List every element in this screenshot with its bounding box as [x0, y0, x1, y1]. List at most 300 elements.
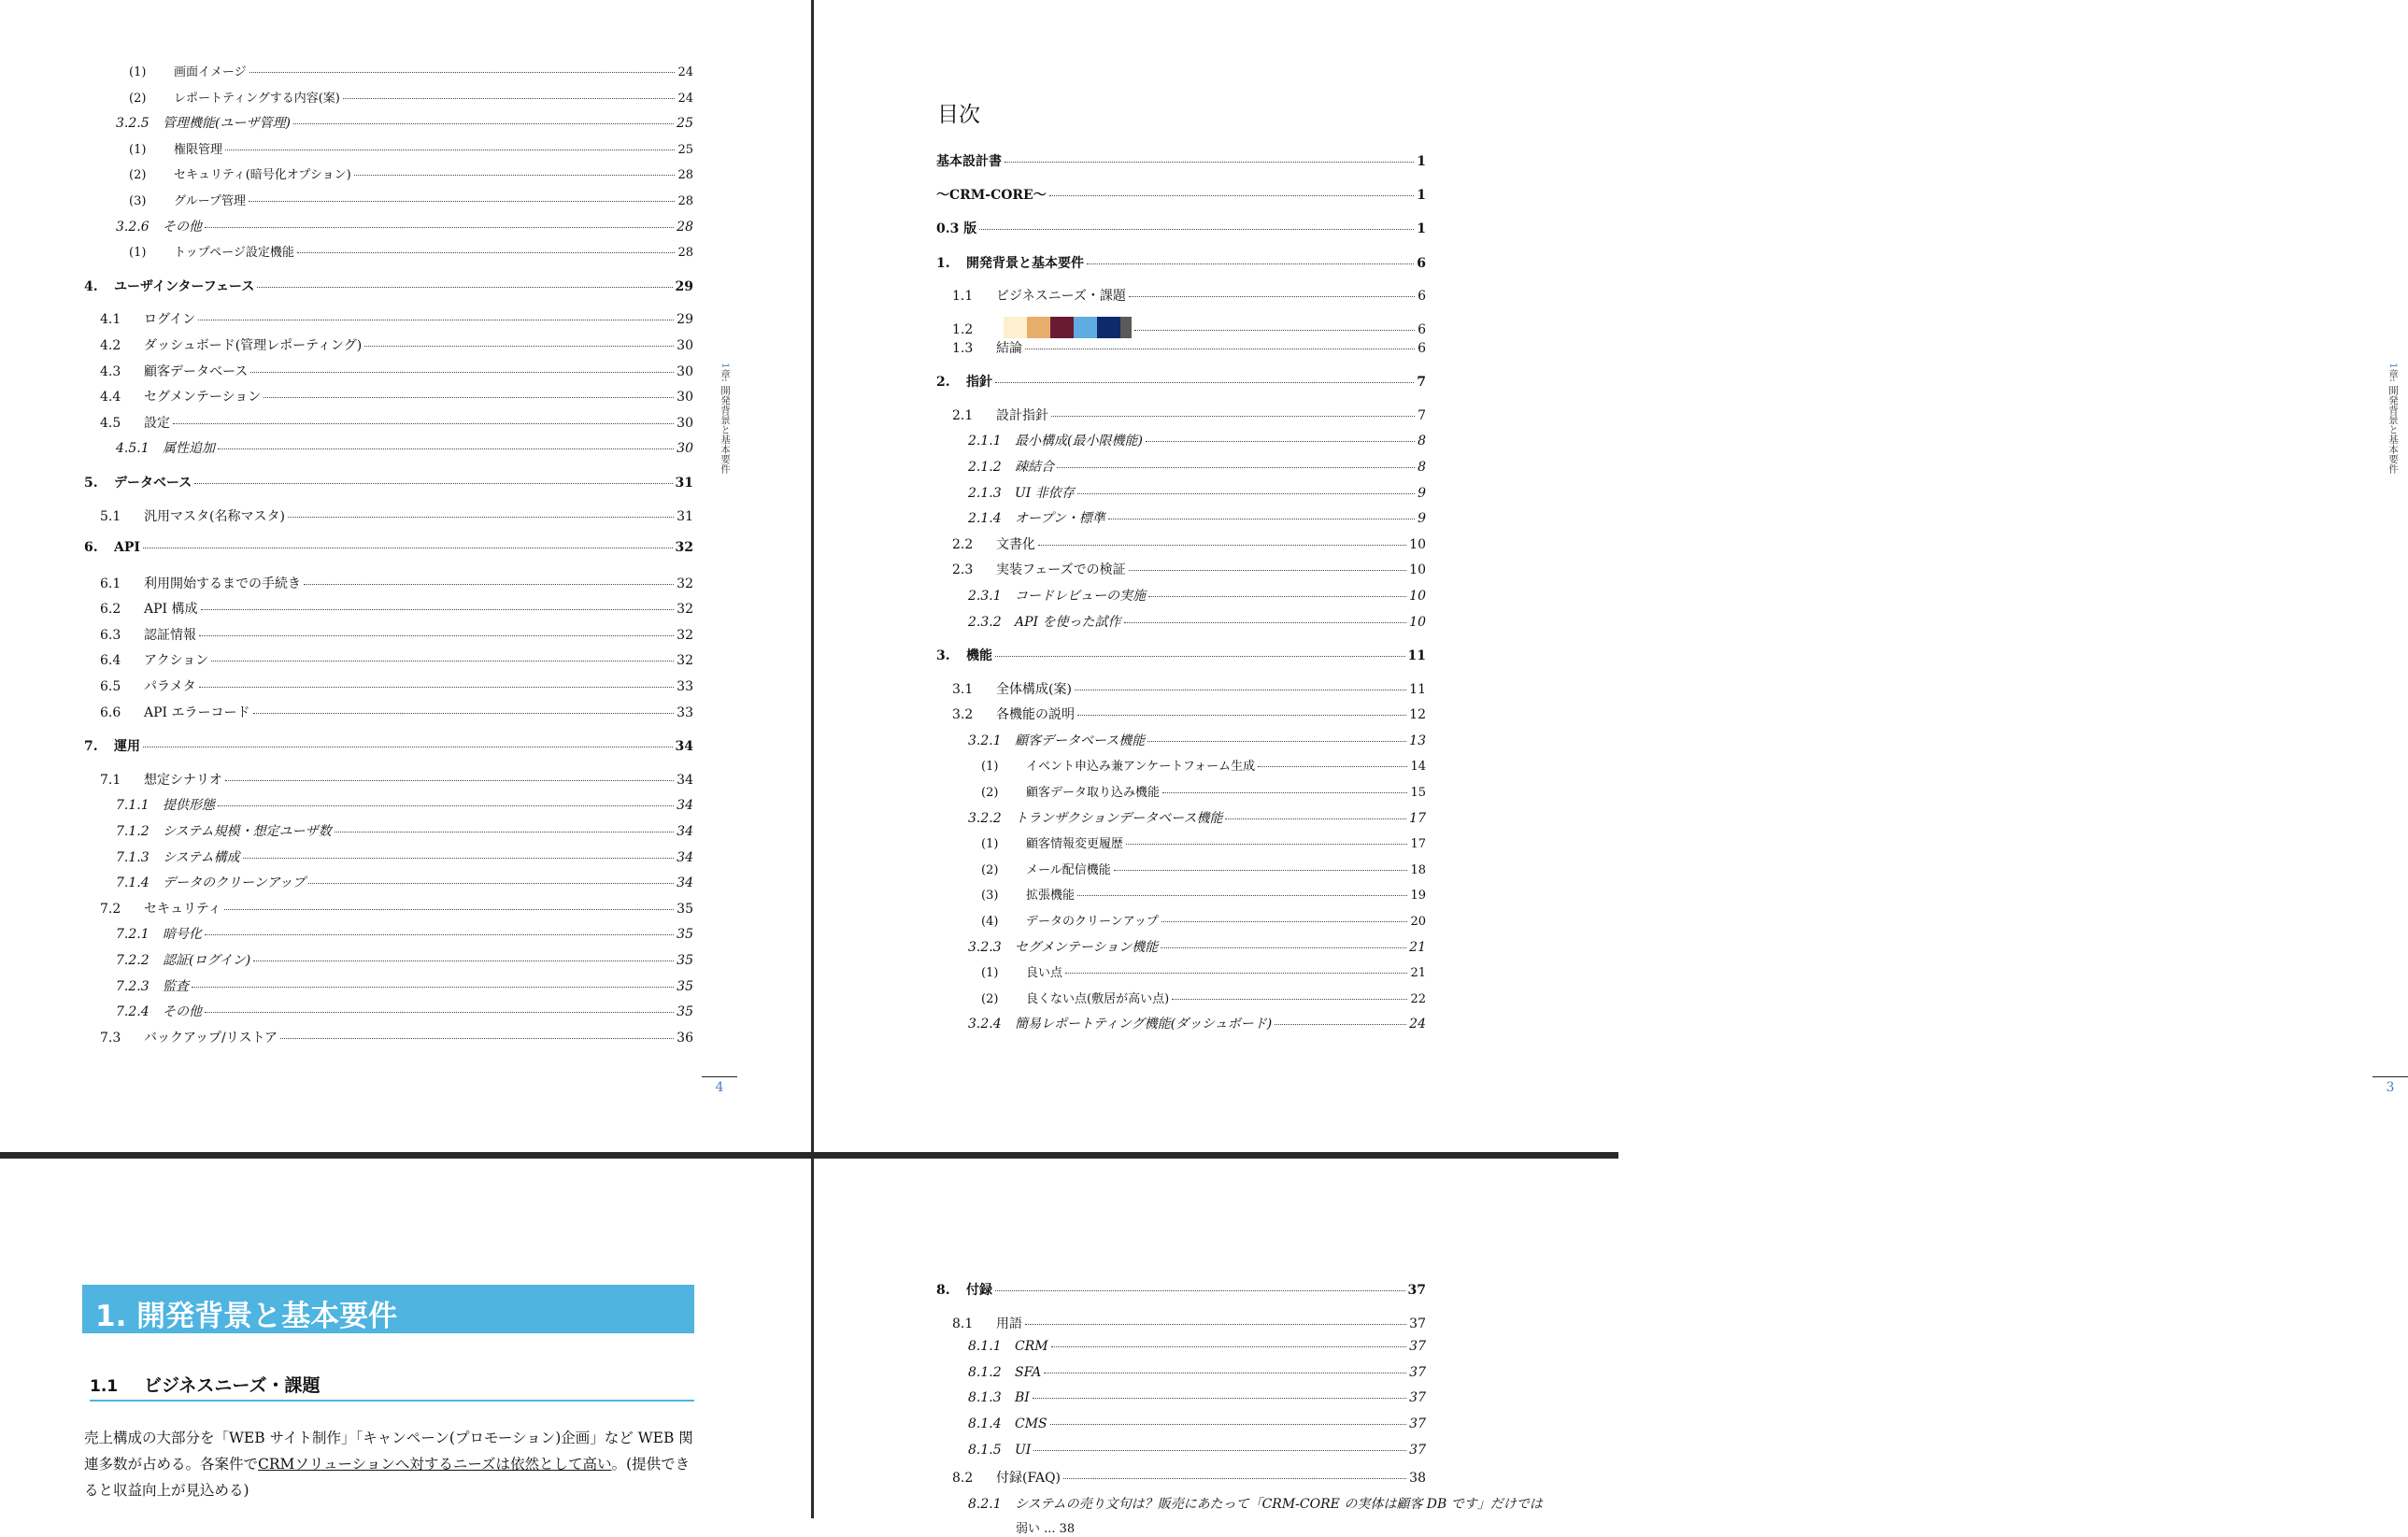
toc-dot-leader	[225, 780, 674, 781]
toc-entry-title: 属性追加	[163, 441, 215, 457]
toc-dot-leader	[243, 858, 675, 859]
toc-entry-page: 38	[1409, 1471, 1426, 1487]
toc-entry-number: 7.	[84, 739, 98, 755]
toc-dot-leader	[201, 609, 675, 610]
toc-entry-title: 機能	[966, 648, 992, 664]
toc-dot-leader	[995, 656, 1405, 657]
toc-entry-number: 8.1.1	[968, 1339, 1002, 1355]
toc-dot-leader	[1038, 545, 1406, 546]
toc-entry-number: (1)	[981, 966, 999, 981]
toc-entry-number: 3.2.4	[968, 1017, 1002, 1032]
toc-entry-page: 37	[1409, 1416, 1426, 1431]
toc-dot-leader	[218, 448, 674, 449]
toc-entry-number: 2.	[936, 375, 950, 391]
toc-entry-number: 7.1.4	[116, 875, 150, 891]
toc-dot-leader	[995, 1290, 1405, 1291]
toc-entry-page: 24	[677, 65, 693, 79]
toc-dot-leader	[293, 123, 674, 124]
toc-entry-number: 3.2.5	[116, 116, 150, 132]
toc-entry-title: ダッシュボード(管理レポーティング)	[144, 337, 363, 353]
toc-entry-page: 33	[677, 679, 693, 695]
toc-entry[interactable]	[84, 625, 693, 651]
toc-entry-page: 37	[1409, 1316, 1426, 1331]
toc-entry[interactable]	[84, 438, 693, 464]
toc-entry[interactable]	[84, 413, 693, 439]
toc-dot-leader	[979, 229, 1414, 230]
toc-entry-number: (2)	[129, 168, 147, 183]
toc-entry-number: 3.1	[952, 681, 974, 697]
toc-entry[interactable]	[936, 1468, 1426, 1494]
toc-entry[interactable]	[84, 1028, 693, 1054]
toc-entry[interactable]	[84, 821, 693, 847]
toc-entry-number: 5.	[84, 475, 98, 491]
toc-dot-leader	[1051, 1346, 1407, 1347]
section-title: ビジネスニーズ・課題	[144, 1375, 321, 1396]
toc-entry[interactable]	[84, 650, 693, 676]
toc-entry[interactable]	[936, 1365, 1426, 1391]
toc-dot-leader	[1161, 921, 1408, 922]
toc-entry-title: 認証(ログイン)	[163, 953, 251, 968]
toc-entry-title: システムの売り文句は？販売にあたって「CRM-CORE の実体は顧客 DB です」だけでは	[1015, 1496, 1543, 1512]
toc-entry-page: 32	[677, 576, 693, 591]
toc-entry-page: 29	[677, 312, 693, 328]
toc-entry-title: SFA	[1015, 1364, 1042, 1380]
toc-entry-number: 8.2.1	[968, 1496, 1002, 1512]
toc-entry-number: 1.2	[952, 321, 974, 337]
toc-entry-title: BI	[1015, 1390, 1030, 1406]
toc-entry-number: 4.	[84, 278, 98, 294]
toc-entry-page: 28	[677, 219, 693, 235]
toc-entry-number: 8.1.5	[968, 1442, 1002, 1458]
toc-entry[interactable]	[84, 574, 693, 600]
toc-entry-number: 2.1.2	[968, 459, 1002, 475]
toc-entry[interactable]	[84, 191, 693, 217]
toc-entry-page: 30	[677, 441, 693, 457]
toc-entry-title: その他	[163, 1004, 202, 1020]
toc-dot-leader	[1087, 263, 1414, 264]
toc-dot-leader	[249, 201, 675, 202]
toc-entry[interactable]	[936, 1416, 1426, 1443]
toc-dot-leader	[1077, 715, 1406, 716]
toc-entry-title: セグメンテーション機能	[1015, 939, 1159, 955]
color-swatch	[1097, 317, 1120, 338]
toc-entry-page: 8	[1418, 434, 1426, 449]
toc-entry-title: 顧客データベース	[144, 363, 249, 379]
toc-dot-leader	[1275, 1024, 1406, 1025]
toc-entry-page: 10	[1409, 562, 1426, 578]
toc-entry-number: 7.1	[100, 772, 121, 788]
toc-entry-page: 10	[1409, 588, 1426, 604]
toc-entry[interactable]	[936, 860, 1426, 886]
toc-entry-page: 6	[1418, 340, 1426, 356]
toc-entry[interactable]	[936, 586, 1426, 612]
toc-dot-leader	[224, 909, 675, 910]
toc-entry-number: 7.1.2	[116, 824, 150, 840]
toc-entry-page: 30	[677, 363, 693, 379]
toc-entry-number: 3.2.2	[968, 810, 1002, 826]
toc-entry-page: 35	[677, 1004, 693, 1020]
toc-dot-leader	[1225, 818, 1406, 819]
toc-entry[interactable]	[936, 483, 1426, 509]
toc-entry[interactable]	[84, 847, 693, 874]
toc-entry-title: 監査	[163, 978, 189, 994]
toc-entry[interactable]	[936, 457, 1426, 483]
toc-entry[interactable]	[936, 679, 1426, 705]
toc-entry-page: 21	[1409, 939, 1426, 955]
toc-entry-number: 7.3	[100, 1030, 121, 1046]
toc-entry[interactable]	[936, 508, 1426, 534]
toc-entry[interactable]	[84, 506, 693, 533]
toc-dot-leader	[257, 287, 672, 288]
toc-dot-leader	[225, 149, 675, 150]
toc-dot-leader	[1033, 1450, 1406, 1451]
toc-entry-number: (3)	[129, 193, 147, 208]
toc-entry-title: 簡易レポートティング機能(ダッシュボード)	[1015, 1017, 1273, 1032]
toc-entry-page: 24	[1409, 1017, 1426, 1032]
toc-entry-page: 6	[1418, 289, 1426, 305]
toc-entry[interactable]	[84, 164, 693, 191]
toc-entry-page: 32	[675, 540, 693, 556]
toc-dot-leader	[205, 934, 674, 935]
toc-entry-page: 20	[1410, 915, 1426, 930]
toc-entry-number: 2.1	[952, 407, 974, 423]
chapter-label: 開発背景と基本要件	[2387, 385, 2399, 474]
toc-list	[84, 62, 693, 1053]
toc-entry[interactable]	[936, 646, 1426, 672]
toc-entry-page: 28	[677, 246, 693, 261]
toc-entry-number: 1.3	[952, 340, 974, 356]
toc-entry-page: 32	[677, 627, 693, 643]
toc-entry-page: 15	[1410, 786, 1426, 801]
toc-entry-page: 11	[1409, 681, 1426, 697]
toc-entry[interactable]	[936, 534, 1426, 561]
toc-entry-title: セキュリティ	[144, 901, 221, 917]
toc-dot-leader	[308, 883, 674, 884]
toc-dot-leader	[218, 805, 674, 806]
toc-entry-title: 最小構成(最小限機能)	[1015, 434, 1143, 449]
toc-entry-title: 顧客データベース機能	[1015, 733, 1146, 748]
section-number: 1.1	[90, 1377, 119, 1396]
toc-entry-title: 0.3 版	[936, 221, 977, 237]
toc-entry[interactable]	[936, 1014, 1426, 1040]
toc-entry-title: API エラーコード	[144, 704, 250, 720]
toc-entry-page: 34	[677, 849, 693, 865]
redacted-title-color-strip	[1004, 317, 1132, 338]
toc-entry-title: システム構成	[163, 849, 240, 865]
toc-entry-number: 4.2	[100, 337, 121, 353]
toc-dot-leader	[343, 98, 676, 99]
toc-entry-title: 認証情報	[144, 627, 196, 643]
toc-entry-title: セグメンテーション	[144, 390, 262, 406]
toc-entry[interactable]	[936, 1339, 1426, 1365]
toc-entry-page: 37	[1409, 1390, 1426, 1406]
toc-dot-leader	[264, 397, 674, 398]
toc-entry-page: 6	[1417, 255, 1426, 271]
toc-entries	[936, 1280, 1426, 1494]
toc-entry[interactable]	[84, 88, 693, 114]
toc-entry[interactable]	[936, 612, 1426, 638]
toc-entry-title: 設計指針	[996, 407, 1048, 423]
toc-dot-leader	[1077, 895, 1407, 896]
toc-entry-page: 14	[1410, 760, 1426, 775]
toc-entry[interactable]	[936, 756, 1426, 782]
toc-entry-title: コードレビューの実施	[1015, 588, 1146, 604]
toc-entry[interactable]	[936, 286, 1426, 312]
toc-entry[interactable]	[936, 185, 1426, 211]
toc-entry-page: 36	[677, 1030, 693, 1046]
toc-entry-number: (1)	[981, 837, 999, 852]
toc-entry-page: 35	[677, 901, 693, 917]
toc-entry-title: 良くない点(敷居が高い点)	[1026, 991, 1170, 1006]
page-separator-horizontal	[0, 1152, 1618, 1159]
toc-dot-leader	[194, 483, 672, 484]
toc-entry-page: 28	[677, 193, 693, 208]
toc-entry-title: アクション	[144, 653, 209, 669]
toc-entry-partial[interactable]	[936, 1494, 1543, 1518]
toc-entry-number: 6.4	[100, 653, 121, 669]
toc-entry-title: 付録(FAQ)	[996, 1471, 1062, 1487]
toc-entry[interactable]	[936, 1390, 1426, 1416]
toc-entry[interactable]	[84, 335, 693, 362]
toc-dot-leader	[1114, 870, 1408, 871]
toc-entry-page: 31	[675, 475, 693, 491]
toc-entry-title: API	[114, 540, 140, 556]
toc-entry[interactable]	[84, 736, 693, 762]
toc-entry-page: 30	[677, 415, 693, 431]
chapter-sidebar: 1章: 開発背景と基本要件	[2387, 363, 2399, 474]
toc-entry[interactable]	[84, 1002, 693, 1028]
toc-entry-title: メール配信機能	[1026, 862, 1111, 877]
toc-entry[interactable]	[84, 309, 693, 335]
body-text-underlined: CRMソリューションへ対するニーズは依然として高い	[258, 1456, 612, 1473]
toc-entry-number: 4.5.1	[116, 441, 150, 457]
toc-entry-number: 4.3	[100, 363, 121, 379]
toc-entry-number: 4.5	[100, 415, 121, 431]
toc-dot-leader	[297, 252, 676, 253]
toc-entry-title: 権限管理	[174, 142, 223, 157]
toc-entry[interactable]	[84, 795, 693, 821]
toc-entry-page: 17	[1409, 810, 1426, 826]
toc-dot-leader	[1129, 296, 1415, 297]
toc-entry[interactable]	[936, 338, 1426, 364]
toc-entry-page: 32	[677, 653, 693, 669]
page-toc-continued	[814, 1159, 1618, 1536]
toc-entry-title: データのクリーンアップ	[1026, 915, 1159, 930]
toc-entry[interactable]	[84, 899, 693, 925]
toc-entry-title: 付録	[966, 1283, 992, 1298]
toc-entry[interactable]	[84, 976, 693, 1003]
toc-entry-number: 6.	[84, 540, 98, 556]
toc-entry[interactable]	[84, 703, 693, 729]
toc-entry[interactable]	[936, 312, 1426, 338]
toc-entry-number: (1)	[129, 246, 147, 261]
toc-entry-number: 8.1.4	[968, 1416, 1002, 1431]
chapter-heading-band	[82, 1285, 694, 1333]
toc-entry-page: 34	[677, 772, 693, 788]
toc-entry-title: その他	[163, 219, 202, 235]
toc-dot-leader	[1033, 1398, 1406, 1399]
body-paragraph	[84, 1425, 696, 1503]
toc-entry[interactable]	[936, 1443, 1426, 1469]
toc-dot-leader	[335, 832, 675, 833]
toc-entry[interactable]	[936, 962, 1426, 989]
toc-dot-leader	[199, 687, 675, 688]
toc-entry-number: (1)	[129, 142, 147, 157]
toc-entry-title: UI 非依存	[1015, 485, 1075, 501]
toc-dot-leader	[199, 635, 674, 636]
toc-dot-leader	[1025, 1324, 1406, 1325]
section-heading	[90, 1372, 694, 1402]
toc-dot-leader	[1126, 844, 1407, 845]
toc-entry-page: 22	[1410, 991, 1426, 1006]
toc-entry[interactable]	[936, 431, 1426, 457]
toc-entry[interactable]	[936, 219, 1426, 245]
toc-entry-page: 1	[1417, 188, 1426, 204]
toc-dot-leader	[280, 1038, 674, 1039]
toc-entry[interactable]	[84, 62, 693, 88]
toc-entry[interactable]	[936, 833, 1426, 860]
toc-entry-page: 21	[1410, 966, 1426, 981]
toc-entry-title: 設定	[144, 415, 170, 431]
chapter-title: 1. 開発背景と基本要件	[95, 1300, 398, 1333]
toc-entry-page: 19	[1410, 889, 1426, 904]
toc-entry-page: 35	[677, 927, 693, 943]
toc-dot-leader	[249, 72, 676, 73]
toc-dot-leader	[1129, 570, 1407, 571]
toc-entry[interactable]	[936, 731, 1426, 757]
toc-entry[interactable]	[936, 911, 1426, 937]
toc-entry[interactable]	[84, 242, 693, 268]
toc-entry[interactable]	[84, 113, 693, 139]
chapter-label: 開発背景と基本要件	[720, 385, 731, 474]
toc-entry[interactable]	[936, 704, 1426, 731]
toc-entry-number: 8.1.3	[968, 1390, 1002, 1406]
toc-entry[interactable]	[936, 808, 1426, 834]
page-3	[814, 0, 2399, 1152]
toc-entry[interactable]	[936, 937, 1426, 963]
toc-entry-title: CRM	[1015, 1339, 1048, 1355]
toc-entry-title: 想定シナリオ	[144, 772, 222, 788]
toc-entry[interactable]	[84, 873, 693, 899]
toc-entry[interactable]	[84, 770, 693, 796]
toc-entry[interactable]	[84, 387, 693, 413]
toc-entry-page: 34	[677, 824, 693, 840]
toc-entry-page: 9	[1418, 485, 1426, 501]
toc-entry-number: 8.	[936, 1283, 950, 1298]
toc-entry-number: 3.	[936, 648, 950, 664]
toc-entry-page: 32	[677, 602, 693, 618]
toc-entry[interactable]	[936, 372, 1426, 398]
toc-entry[interactable]	[84, 139, 693, 165]
toc-entry-page: 25	[677, 116, 693, 132]
toc-entry-page: 6	[1418, 321, 1426, 337]
color-swatch	[1074, 317, 1097, 338]
toc-entry[interactable]	[84, 277, 693, 303]
toc-entry-title: 管理機能(ユーザ管理)	[163, 116, 291, 132]
toc-entry-page: 35	[677, 978, 693, 994]
toc-entry[interactable]	[84, 676, 693, 703]
toc-entry-page: 13	[1409, 733, 1426, 748]
toc-dot-leader	[211, 661, 674, 662]
toc-entry-number: 8.2	[952, 1471, 974, 1487]
toc-entry-page: 7	[1417, 375, 1426, 391]
toc-entry-number: (4)	[981, 915, 999, 930]
toc-entry-page: 12	[1409, 707, 1426, 723]
toc-entry[interactable]	[84, 950, 693, 976]
toc-entry[interactable]	[936, 253, 1426, 279]
toc-entry-page: 33	[677, 704, 693, 720]
toc-entry-number: 2.1.3	[968, 485, 1002, 501]
toc-dot-leader	[1146, 441, 1415, 442]
toc-entry-number: 6.2	[100, 602, 121, 618]
toc-entry-number: (2)	[129, 91, 147, 106]
toc-entry-number: 3.2	[952, 707, 974, 723]
toc-entry-number: 5.1	[100, 508, 121, 524]
toc-entry[interactable]	[84, 473, 693, 499]
toc-dot-leader	[1161, 947, 1406, 948]
page-4	[0, 0, 811, 1152]
toc-entry-page: 37	[1409, 1339, 1426, 1355]
toc-entry[interactable]	[84, 540, 693, 566]
toc-entry-title: CMS	[1015, 1416, 1047, 1431]
toc-entry-number: 1.	[936, 255, 950, 271]
toc-entry[interactable]	[84, 217, 693, 243]
color-swatch	[1004, 317, 1027, 338]
toc-entry-page: 37	[1407, 1283, 1426, 1298]
toc-entry-number: 7.1.3	[116, 849, 150, 865]
chapter-marker: 1	[720, 363, 731, 369]
toc-entry-title: パラメタ	[144, 679, 196, 695]
toc-entry-title: グループ管理	[174, 193, 246, 208]
toc-entry-number: (2)	[981, 786, 999, 801]
toc-entry-title: トップページ設定機能	[174, 246, 294, 261]
toc-dot-leader	[1063, 1478, 1406, 1479]
toc-entry[interactable]	[936, 989, 1426, 1015]
toc-entry-page: 34	[675, 739, 693, 755]
toc-entry-page: 17	[1410, 837, 1426, 852]
toc-entry-title: レポートティングする内容(案)	[174, 91, 340, 106]
toc-entry[interactable]	[936, 782, 1426, 808]
color-swatch	[1027, 317, 1050, 338]
toc-entry-title: 基本設計書	[936, 154, 1002, 169]
toc-list	[936, 1272, 1543, 1537]
toc-entry[interactable]	[936, 885, 1426, 911]
toc-entry[interactable]	[936, 406, 1426, 432]
toc-dot-leader	[1124, 622, 1407, 623]
toc-list	[936, 151, 1426, 1040]
toc-entry-number: 7.2.4	[116, 1004, 150, 1020]
toc-entry-title: 良い点	[1026, 966, 1063, 981]
toc-entry[interactable]	[936, 560, 1426, 586]
toc-entry[interactable]	[936, 1314, 1426, 1340]
toc-entry[interactable]	[84, 924, 693, 950]
toc-entry-number: 7.1.1	[116, 798, 150, 814]
toc-entry[interactable]	[84, 599, 693, 625]
toc-dot-leader	[364, 346, 674, 347]
toc-entry-title: 拡張機能	[1026, 889, 1076, 904]
toc-entry-page: 10	[1409, 614, 1426, 630]
toc-entry-number: 2.2	[952, 536, 974, 552]
toc-entry[interactable]	[936, 151, 1426, 178]
toc-dot-leader	[205, 227, 674, 228]
toc-entry-title: 指針	[966, 375, 992, 391]
toc-dot-leader	[205, 1012, 674, 1013]
toc-entry-page: 7	[1418, 407, 1426, 423]
toc-entry-title: API を使った試作	[1015, 614, 1121, 630]
toc-entry[interactable]	[84, 362, 693, 388]
toc-entry[interactable]	[936, 1280, 1426, 1306]
toc-dot-leader	[1005, 162, 1414, 163]
